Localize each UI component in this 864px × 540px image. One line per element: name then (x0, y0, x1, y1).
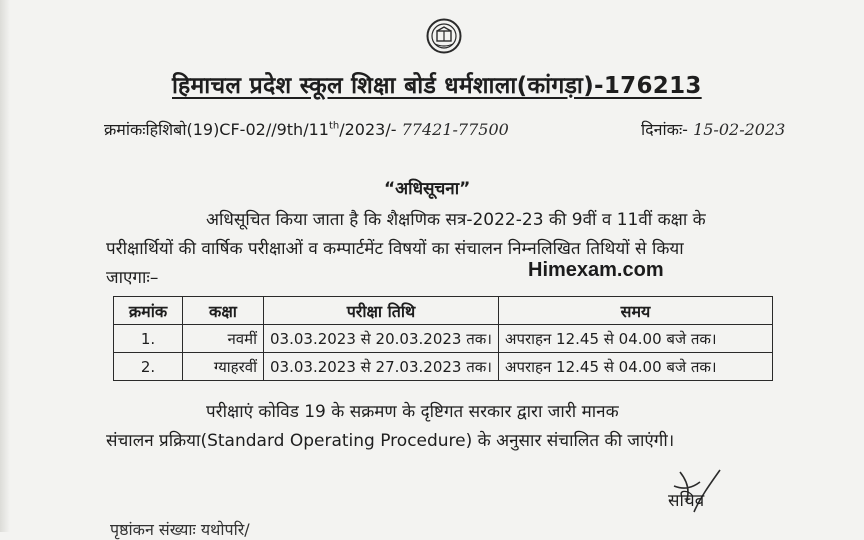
date-label: दिनांकः- (641, 120, 688, 139)
header-time: समय (499, 297, 773, 325)
notice-paragraph-1 (106, 206, 786, 293)
row-serial: 2. (114, 353, 183, 381)
table-row (114, 353, 773, 381)
row-class: नवमीं (183, 325, 264, 353)
header-serial: क्रमांक (114, 297, 183, 325)
paragraph-1-line-1: अधिसूचित किया जाता है कि शैक्षणिक सत्र-2022-23 की 9वीं व 11वीं कक्षा के (206, 210, 706, 230)
notice-title: “अधिसूचना” (384, 179, 471, 199)
reference-sup: th (328, 120, 340, 132)
row-time: अपराहन 12.45 से 04.00 बजे तक। (499, 325, 773, 353)
row-class: ग्याहरवीं (183, 353, 264, 381)
paragraph-2-line-1: परीक्षाएं कोविड 19 के सक्रमण के दृष्टिगत सरकार द्वारा जारी मानक (206, 402, 619, 422)
paragraph-2-line-2: संचालन प्रक्रिया(Standard Operating Procedure) के अनुसार संचालित की जाएंगी। (106, 431, 675, 451)
page-edge-shadow (0, 0, 10, 532)
row-serial: 1. (114, 325, 183, 353)
designation-secretary: सचिव (668, 491, 705, 511)
reference-suffix: /2023/- (339, 120, 397, 139)
watermark: Himexam.com (528, 259, 664, 281)
endorsement-line: पृष्ठांकन संख्याः यथोपरि/ (110, 520, 250, 539)
board-emblem-icon (426, 18, 462, 54)
table-row (114, 325, 773, 353)
paragraph-1-line-3: जाएगाः– (106, 268, 159, 288)
handwritten-reference: 77421-77500 (401, 120, 509, 139)
header-exam-date: परीक्षा तिथि (264, 297, 499, 325)
notice-paragraph-2 (106, 398, 786, 456)
paragraph-1-line-2: परीक्षार्थियों की वार्षिक परीक्षाओं व कम्पार्टमेंट विषयों का संचालन निम्नलिखित तिथियों से किया (106, 239, 684, 259)
reference-number (104, 118, 509, 140)
handwritten-date: 15-02-2023 (693, 120, 786, 139)
table-header-row (114, 297, 773, 325)
reference-label: क्रमांकःहिशिबो(19)CF-02//9th/11 (104, 120, 329, 139)
row-exam-date: 03.03.2023 से 20.03.2023 तक। (264, 325, 499, 353)
row-time: अपराहन 12.45 से 04.00 बजे तक। (499, 353, 773, 381)
row-exam-date: 03.03.2023 से 27.03.2023 तक। (264, 353, 499, 381)
header-class: कक्षा (183, 297, 264, 325)
board-heading: हिमाचल प्रदेश स्कूल शिक्षा बोर्ड धर्मशाला(कांगड़ा)-176213 (172, 73, 702, 99)
exam-schedule-table (113, 296, 773, 381)
date-line (641, 118, 785, 140)
